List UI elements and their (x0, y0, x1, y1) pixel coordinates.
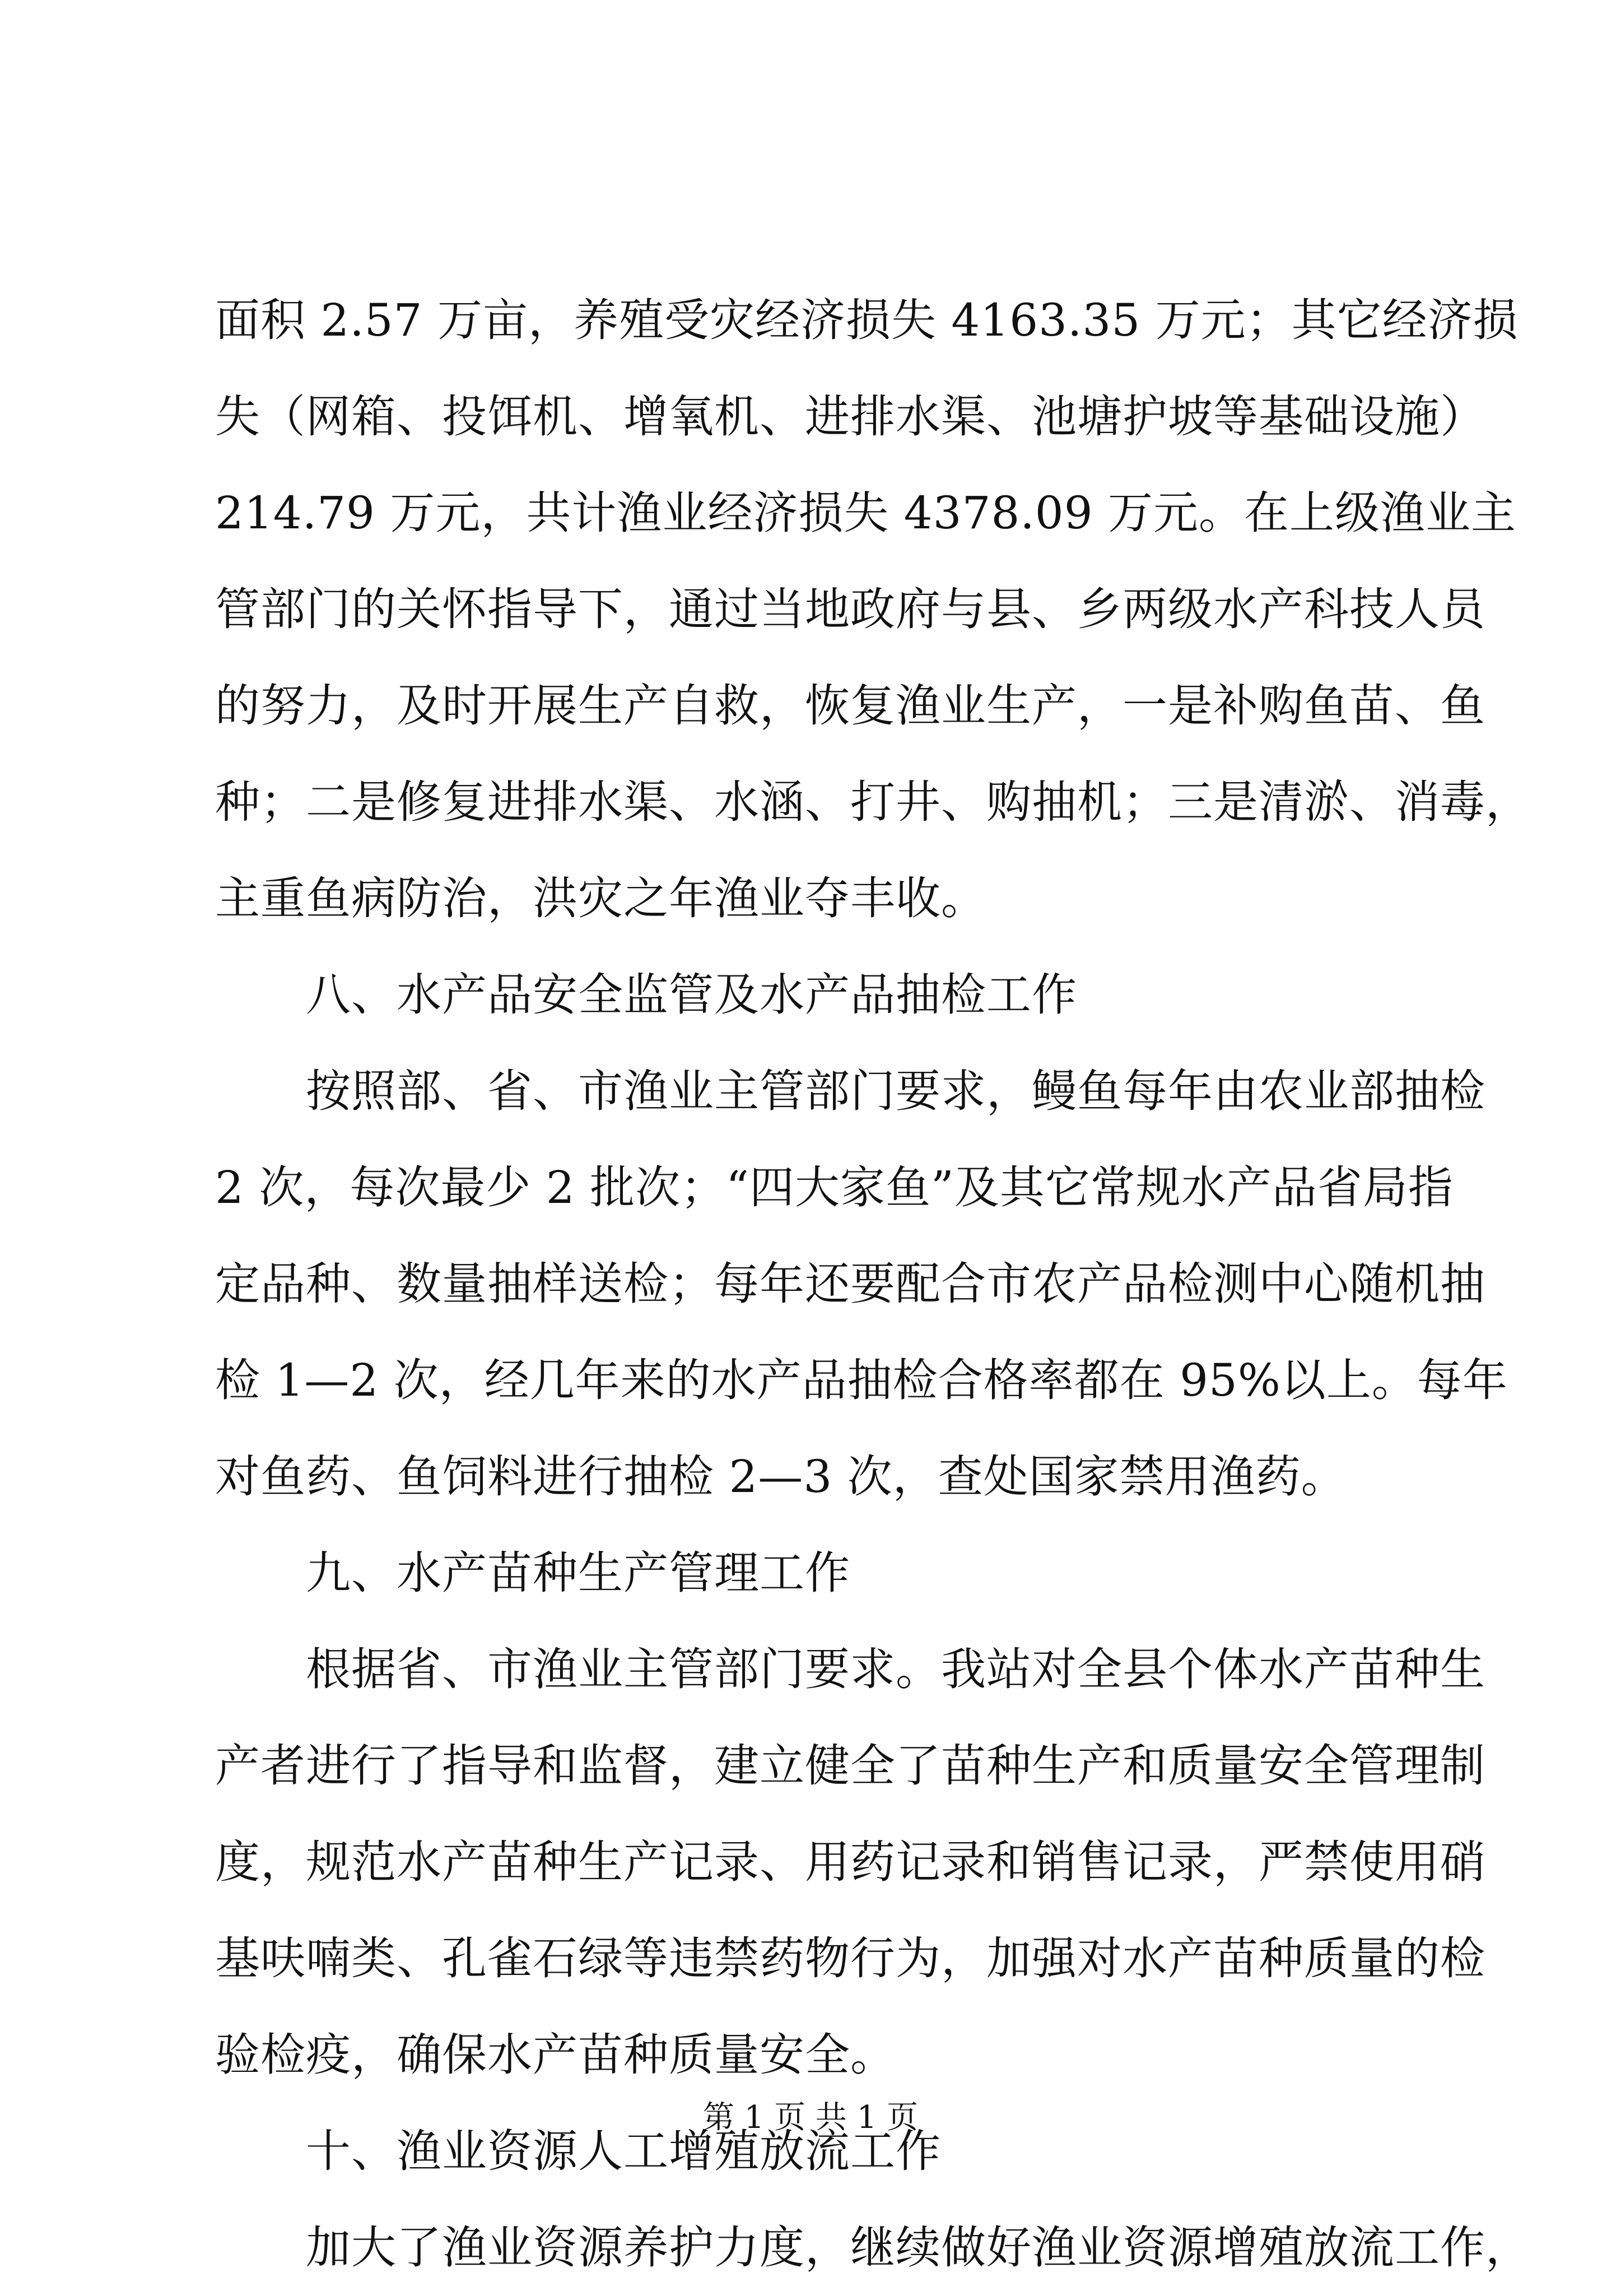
text-line: 产者进行了指导和监督，建立健全了苗种生产和质量安全管理制 (215, 1740, 1485, 1792)
section-heading: 十、渔业资源人工增殖放流工作 (306, 2125, 941, 2177)
text-line: 基呋喃类、孔雀石绿等违禁药物行为，加强对水产苗种质量的检 (215, 1932, 1485, 1984)
text-line: 根据省、市渔业主管部门要求。我站对全县个体水产苗种生 (306, 1643, 1485, 1695)
text-line: 按照部、省、市渔业主管部门要求，鳗鱼每年由农业部抽检 (306, 1065, 1485, 1117)
text-line: 失（网箱、投饵机、增氧机、进排水渠、池塘护坡等基础设施） (215, 391, 1485, 443)
text-line: 面积 2.57 万亩，养殖受灾经济损失 4163.35 万元；其它经济损 (215, 294, 1518, 346)
text-line: 的努力，及时开展生产自救，恢复渔业生产，一是补购鱼苗、鱼 (215, 680, 1485, 732)
page-footer: 第 1 页 共 1 页 (702, 2099, 919, 2136)
text-line: 加大了渔业资源养护力度，继续做好渔业资源增殖放流工作， (306, 2221, 1531, 2274)
section-heading: 九、水产苗种生产管理工作 (306, 1547, 850, 1599)
text-line: 验检疫，确保水产苗种质量安全。 (215, 2029, 896, 2081)
text-line: 定品种、数量抽样送检；每年还要配合市农产品检测中心随机抽 (215, 1258, 1485, 1310)
text-line: 种；二是修复进排水渠、水涵、打井、购抽机；三是清淤、消毒， (215, 776, 1531, 828)
text-line: 对鱼药、鱼饲料进行抽检 2—3 次，查处国家禁用渔药。 (215, 1451, 1347, 1503)
text-line: 2 次，每次最少 2 批次；“四大家鱼”及其它常规水产品省局指 (215, 1161, 1454, 1214)
text-line: 度，规范水产苗种生产记录、用药记录和销售记录，严禁使用硝 (215, 1836, 1485, 1888)
section-heading: 八、水产品安全监管及水产品抽检工作 (306, 969, 1077, 1021)
text-line: 214.79 万元，共计渔业经济损失 4378.09 万元。在上级渔业主 (215, 487, 1517, 539)
text-line: 管部门的关怀指导下，通过当地政府与县、乡两级水产科技人员 (215, 583, 1485, 635)
text-line: 主重鱼病防治，洪灾之年渔业夺丰收。 (215, 872, 986, 924)
text-line: 检 1—2 次，经几年来的水产品抽检合格率都在 95%以上。每年 (215, 1354, 1508, 1406)
document-body (215, 272, 1531, 2296)
